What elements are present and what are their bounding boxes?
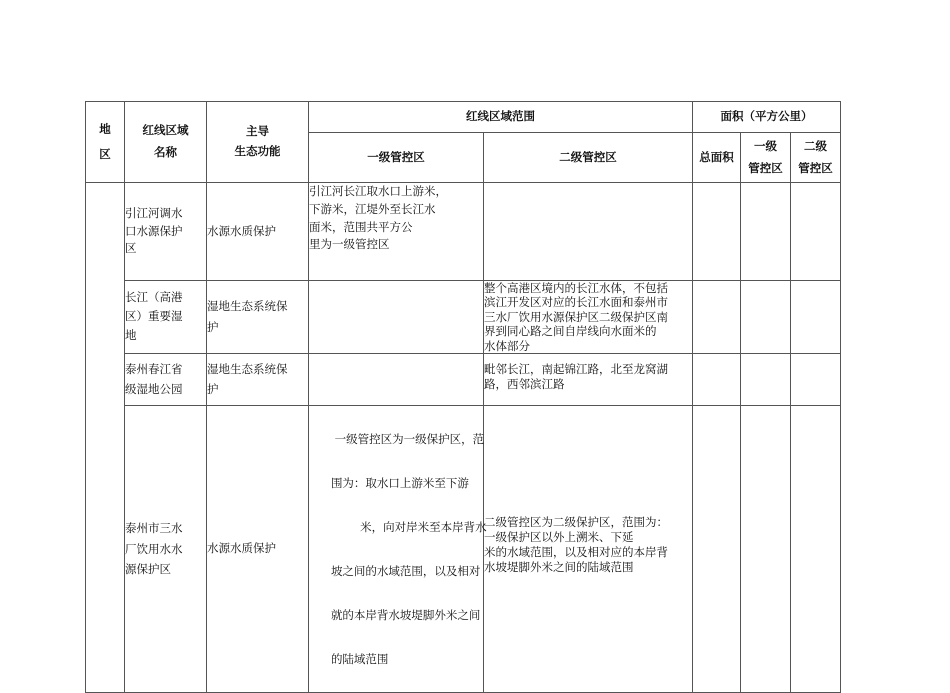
level2-cell xyxy=(484,183,693,281)
zone-name-line: 厂饮用水水 xyxy=(125,541,183,556)
header-function-line2: 生态功能 xyxy=(234,144,281,158)
area-level1-cell xyxy=(741,353,791,405)
level1-line: 就的本岸背水坡堤脚外米之间 xyxy=(330,607,481,622)
level1-line: 引江河长江取水口上游米， xyxy=(309,184,447,198)
zone-name-cell xyxy=(125,281,207,354)
header-zone-name-line2: 名称 xyxy=(154,145,177,159)
header-level1: 一级管控区 xyxy=(309,133,484,183)
level1-line: 里为一级管控区 xyxy=(309,237,390,252)
area-level1-cell xyxy=(741,281,791,354)
zone-name-line: 口水源保护 xyxy=(125,223,183,238)
zone-name-line: 区 xyxy=(125,241,137,256)
level1-line: 的陆域范围 xyxy=(330,651,389,666)
function-line: 护 xyxy=(207,319,219,334)
function-cell xyxy=(207,281,309,354)
header-area-level1-line1: 一级 xyxy=(754,138,777,153)
level2-cell xyxy=(484,353,693,405)
level2-line: 二级管控区为二级保护区，范围为： xyxy=(484,515,668,529)
level2-line: 整个高港区境内的长江水体，不包括 xyxy=(484,281,668,295)
level1-line: 一级管控区为一级保护区，范 xyxy=(330,431,485,446)
function-line: 护 xyxy=(207,382,219,397)
header-area-level2-line1: 二级 xyxy=(804,138,827,153)
level1-line: 坡之间的水域范围，以及相对 xyxy=(330,563,481,578)
level2-line: 界到同心路之间自岸线向水面米的 xyxy=(484,324,657,339)
total-area-cell xyxy=(693,281,741,354)
level1-cell xyxy=(309,183,484,281)
area-level2-cell xyxy=(791,405,841,692)
function-line: 湿地生态系统保 xyxy=(207,361,288,376)
area-level2-cell xyxy=(791,281,841,354)
area-level1-cell xyxy=(741,183,791,281)
zone-name-cell xyxy=(125,183,207,281)
function-cell xyxy=(207,183,309,281)
level2-line: 毗邻长江，南起锦江路，北至龙窝湖 xyxy=(484,361,668,376)
total-area-cell xyxy=(693,405,741,692)
area-level2-cell xyxy=(791,183,841,281)
function-cell xyxy=(207,353,309,405)
table-row xyxy=(86,353,841,405)
header-area: 面积（平方公里） xyxy=(693,102,841,133)
header-zone-name xyxy=(125,102,207,183)
area-level2-cell xyxy=(791,353,841,405)
header-area-level2 xyxy=(791,133,841,183)
level2-line: 水体部分 xyxy=(484,338,530,353)
area-level1-cell xyxy=(741,405,791,692)
zone-name-line: 源保护区 xyxy=(125,562,171,577)
zone-name-line: 引江河调水 xyxy=(125,205,183,220)
header-area-level1-line2: 管控区 xyxy=(748,160,783,175)
function-text: 水源水质保护 xyxy=(207,223,276,238)
total-area-cell xyxy=(693,183,741,281)
function-line: 湿地生态系统保 xyxy=(207,299,288,314)
region-cell xyxy=(86,183,125,693)
zone-name-cell xyxy=(125,405,207,692)
zone-name-line: 级湿地公园 xyxy=(125,382,183,397)
header-region-char2: 区 xyxy=(99,147,111,161)
total-area-cell xyxy=(693,353,741,405)
zone-name-line: 泰州市三水 xyxy=(125,520,183,535)
redline-zone-table xyxy=(85,101,841,693)
level2-line: 滨江开发区对应的长江水面和泰州市 xyxy=(484,295,668,310)
zone-name-line: 泰州春江省 xyxy=(125,361,183,376)
level1-cell xyxy=(309,353,484,405)
function-text: 水源水质保护 xyxy=(207,540,276,555)
level1-line: 米，向对岸米至本岸背水 xyxy=(330,519,487,534)
header-function xyxy=(207,102,309,183)
table-row xyxy=(86,405,841,692)
header-level2: 二级管控区 xyxy=(484,133,693,183)
function-cell xyxy=(207,405,309,692)
table-row xyxy=(86,183,841,281)
zone-name-cell xyxy=(125,353,207,405)
table-row xyxy=(86,281,841,354)
zone-name-line: 长江（高港 xyxy=(125,290,183,305)
level1-cell xyxy=(309,405,487,692)
header-region xyxy=(86,102,125,183)
header-area-level2-line2: 管控区 xyxy=(798,160,833,175)
level1-line: 下游米，江堤外至长江水 xyxy=(309,201,436,216)
header-zone-name-line1: 红线区域 xyxy=(142,123,189,138)
header-function-line1: 主导 xyxy=(246,124,269,139)
level2-cell xyxy=(484,405,693,692)
level2-line: 米的水域范围，以及相对应的本岸背 xyxy=(484,544,668,559)
level1-line: 围为：取水口上游米至下游 xyxy=(330,475,469,490)
header-scope: 红线区域范围 xyxy=(309,102,693,133)
level1-cell xyxy=(309,281,484,354)
level2-line: 水坡堤脚外米之间的陆域范围 xyxy=(484,559,634,574)
header-area-level1 xyxy=(741,133,791,183)
header-total-area: 总面积 xyxy=(693,133,741,183)
header-region-char1: 地 xyxy=(99,121,111,136)
level2-cell xyxy=(484,281,693,354)
level2-line: 路，西邻滨江路 xyxy=(484,376,565,391)
level1-line: 面米，范围共平方公 xyxy=(309,219,413,234)
level2-line: 一级保护区以外上溯米、下延 xyxy=(484,529,634,544)
zone-name-line: 区）重要湿 xyxy=(125,309,183,324)
zone-name-line: 地 xyxy=(125,328,137,343)
level2-line: 三水厂饮用水源保护区二级保护区南 xyxy=(484,309,668,324)
